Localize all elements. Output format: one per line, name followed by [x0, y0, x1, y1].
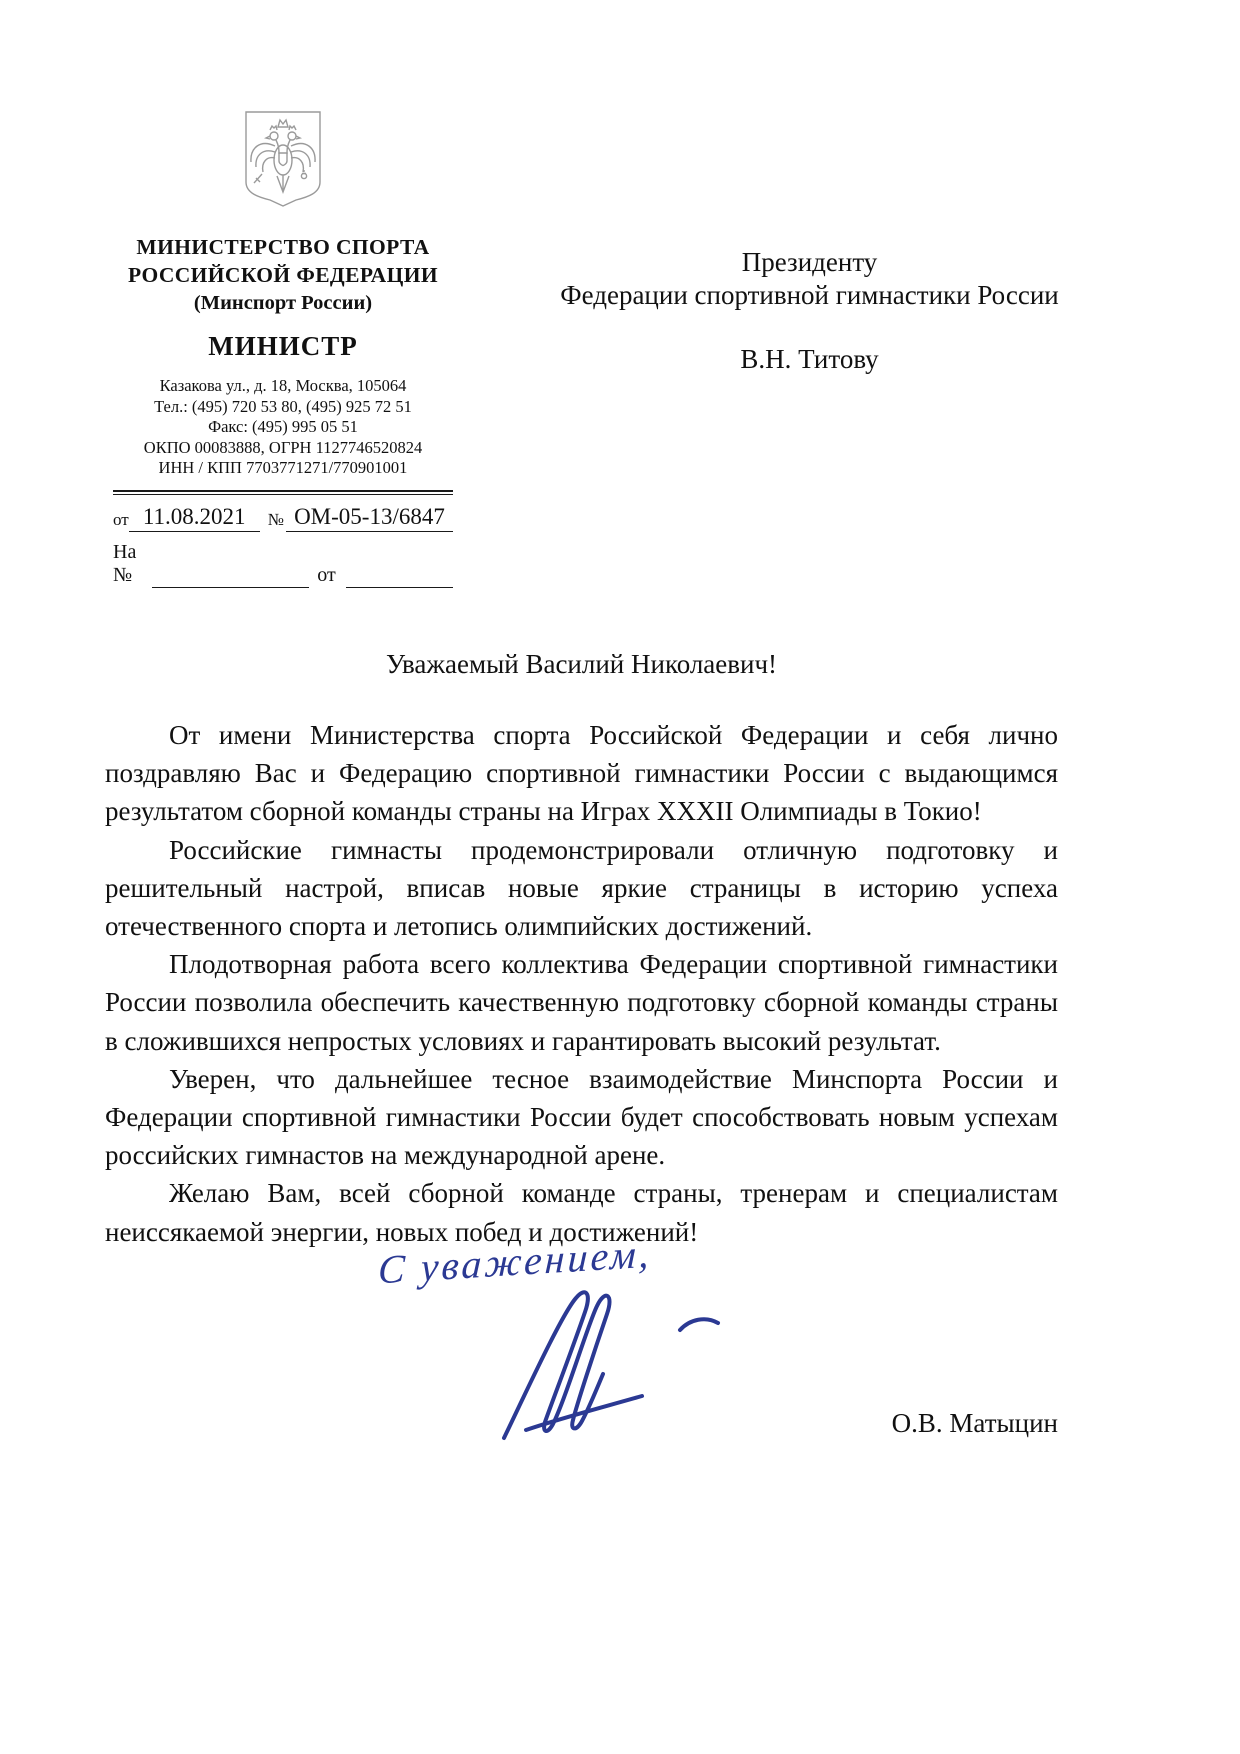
- paragraph-5: Желаю Вам, всей сборной команде страны, тренерам и специалистам неиссякаемой энергии, новых побед и достижений!: [105, 1178, 1058, 1247]
- salutation: Уважаемый Василий Николаевич!: [385, 649, 778, 679]
- contact-block: [113, 376, 453, 479]
- paragraph-1: От имени Министерства спорта Российской Федерации и себя лично поздравляю Вас и Федерацию спортивной гимнастики России с выдающимся результатом сборной команды страны на Играх XXXII Олимпиады в Токио!: [105, 720, 1058, 827]
- recipient-title: Президенту: [741, 247, 878, 277]
- reply-date-field: [346, 586, 453, 588]
- date-from-label: от: [113, 509, 129, 529]
- ministry-short-name: (Минспорт России): [193, 292, 373, 314]
- inn-kpp-line: ИНН / КПП 7703771271/770901001: [158, 458, 408, 477]
- recipient-organization: Федерации спортивной гимнастики России: [560, 280, 1059, 310]
- paragraphs: [105, 716, 1058, 1251]
- fax-line: Факс: (495) 995 05 51: [208, 417, 358, 436]
- phone-line: Тел.: (495) 720 53 80, (495) 925 72 51: [154, 396, 412, 416]
- paragraph-4: Уверен, что дальнейшее тесное взаимодействие Минспорта России и Федерации спортивной гимнастики России будет способствовать новым успехам российских гимнастов на международной арене.: [105, 1063, 1058, 1171]
- incoming-reference-row: [113, 541, 453, 588]
- position-title: МИНИСТР: [208, 331, 358, 361]
- recipient-name: В.Н. Титову: [740, 344, 879, 374]
- reply-number-field: [152, 586, 309, 588]
- russia-coat-of-arms-icon: [244, 110, 322, 213]
- paragraph-2: Российские гимнасты продемонстрировали отличную подготовку и решительный настрой, вписав новые яркие страницы в историю успеха отечественного спорта и летопись олимпийских достижений.: [105, 834, 1058, 942]
- signer-name: О.В. Матыцин: [891, 1408, 1058, 1438]
- reply-from-label: от: [317, 563, 336, 586]
- letter-body: [105, 648, 1058, 1251]
- outgoing-reference-row: [113, 504, 453, 532]
- letter-date-field: 11.08.2021: [129, 504, 260, 532]
- handwritten-closing: С уважением,: [377, 1230, 653, 1293]
- recipient-block: [552, 246, 1067, 376]
- number-sign-label: №: [267, 509, 284, 529]
- ministry-name-line1: МИНИСТЕРСТВО СПОРТА: [136, 235, 430, 259]
- address-line: Казакова ул., д. 18, Москва, 105064: [159, 376, 407, 395]
- letterhead: [113, 110, 453, 588]
- ministry-name-line2: РОССИЙСКОЙ ФЕДЕРАЦИИ: [128, 263, 438, 287]
- divider-double-rule: [113, 490, 453, 495]
- okpo-ogrn-line: ОКПО 00083888, ОГРН 1127746520824: [143, 437, 423, 457]
- letter-number-field: ОМ-05-13/6847: [286, 504, 453, 532]
- reply-to-label: На №: [113, 540, 137, 586]
- paragraph-3: Плодотворная работа всего коллектива Федерации спортивной гимнастики России позволила обеспечить качественную подготовку сборной команды страны в сложившихся непростых условиях и гарантировать высокий результат.: [105, 949, 1058, 1056]
